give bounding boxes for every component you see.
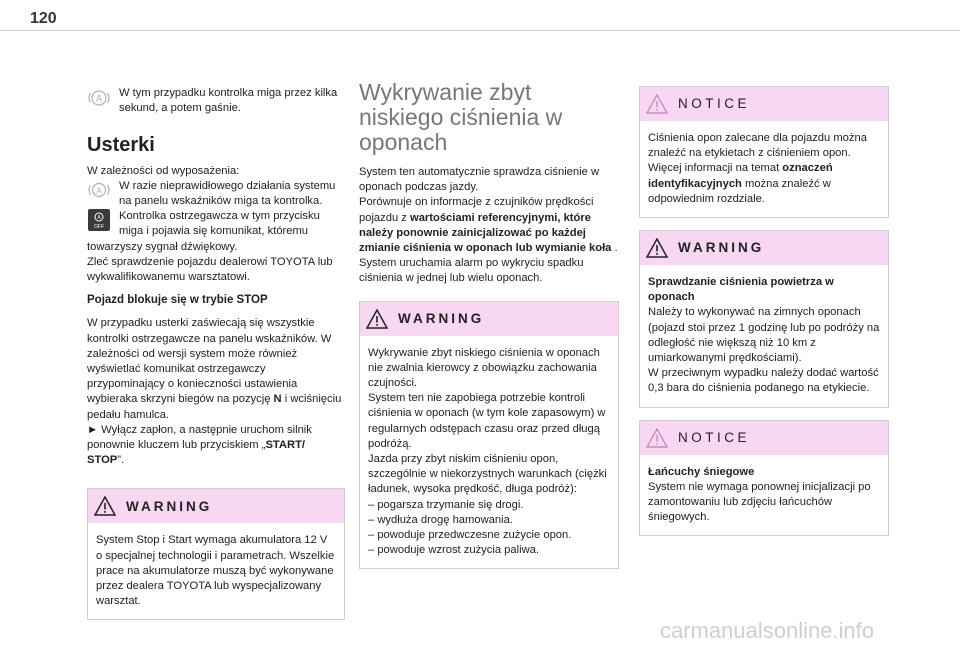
warning-text: System Stop i Start wymaga akumulatora 12 V o specjalnej technologii i parametrach. Wszelkie prace na akumulatorze muszą być wykonywane przez dealera TOYOTA lub wyspecjalizowany warsztat. xyxy=(96,534,335,608)
warning-triangle-icon xyxy=(646,238,668,258)
watermark-text: carmanualsonline.info xyxy=(660,618,875,643)
chains-heading xyxy=(648,465,880,480)
fault-paragraph-1 xyxy=(87,179,345,209)
check-text-1: Należy to wykonywać na zimnych oponach (pojazd stoi przez 1 godzinę lub po podróży na odległość nie większą niż 10 km z umiarkowanymi prędkościami). xyxy=(648,306,880,365)
equipment-note: W zależności od wyposażenia: xyxy=(87,164,240,177)
id-markings-text: oznaczeń identyfikacyjnych xyxy=(648,162,833,190)
chains-text: System nie wymaga ponownej inicjalizacji po zamontowaniu lub zdjęciu łańcuchów śniegowych. xyxy=(648,480,871,524)
notice-box-chains xyxy=(639,420,889,537)
stop-body-part-c: ► Wyłącz zapłon, a następnie uruchom silnik ponownie kluczem lub przyciskiem „ xyxy=(87,423,312,452)
warning-box-tyre xyxy=(359,301,619,570)
list-item: – powoduje przedwczesne zużycie opon. xyxy=(368,529,572,542)
tyre-warning-2: System ten nie zapobiega potrzebie kontroli ciśnienia w oponach (w tym kole zapasowym) w regularnych odstępach czasu oraz przed długą podróżą. xyxy=(368,392,606,450)
warning-header xyxy=(360,302,618,336)
svg-text:A: A xyxy=(95,93,103,104)
warning-header xyxy=(640,231,888,265)
check-heading xyxy=(648,275,880,305)
notice-title: NOTICE xyxy=(678,96,751,112)
tyre-intro-2 xyxy=(359,195,619,256)
tyre-intro-2c: . xyxy=(611,242,618,255)
page-number: 120 xyxy=(30,10,57,27)
start-stop-label: START/ STOP xyxy=(87,439,306,467)
notice-title: NOTICE xyxy=(678,430,751,446)
check-heading-text: Sprawdzanie ciśnienia powietrza w oponach xyxy=(648,276,834,304)
svg-text:A: A xyxy=(96,185,102,196)
warning-title: WARNING xyxy=(398,311,485,327)
tyre-intro-3: System uruchamia alarm po wykryciu spadku ciśnienia w jednej lub wielu oponach. xyxy=(359,257,584,285)
list-item: – wydłuża drogę hamowania. xyxy=(368,513,513,526)
warning-box-check xyxy=(639,230,889,408)
intro-row xyxy=(87,86,345,116)
stop-start-indicator-icon xyxy=(87,86,111,110)
intro-text: W tym przypadku kontrolka miga przez kilka sekund, a potem gaśnie. xyxy=(119,87,338,115)
stop-start-fault-icon xyxy=(87,179,111,201)
off-button-icon xyxy=(87,209,111,231)
notice-text-c: można znaleźć w odpowiednim rozdziale. xyxy=(648,177,831,205)
warning-body xyxy=(640,265,888,407)
warning-title: WARNING xyxy=(678,240,765,256)
section-heading: Usterki xyxy=(87,134,155,157)
gear-position-n: N xyxy=(273,393,282,406)
notice-body xyxy=(640,455,888,536)
list-item: – pogarsza trzymanie się drogi. xyxy=(368,498,524,511)
chains-heading-text: Łańcuchy śniegowe xyxy=(648,465,755,478)
fault-paragraph-2 xyxy=(87,209,345,255)
notice-text-a: Ciśnienia opon zalecane dla pojazdu można znaleźć na etykietach z ciśnieniem opon. Więcej informacji na temat xyxy=(648,132,867,175)
warning-header xyxy=(88,489,344,523)
list-item: – powoduje wzrost zużycia paliwa. xyxy=(368,544,540,557)
fault-text-1: W razie nieprawidłowego działania systemu na panelu wskaźników miga ta kontrolka. xyxy=(119,179,336,208)
tyre-warning-3: Jazda przy zbyt niskim ciśnieniu opon, szczególnie w niekorzystnych warunkach (ciężki ładunek, wysoka prędkość, długa podróż): xyxy=(368,453,607,496)
stop-mode-subheading: Pojazd blokuje się w trybie STOP xyxy=(87,294,268,307)
warning-triangle-icon xyxy=(94,496,116,516)
tyre-pressure-title: Wykrywanie zbyt niskiego ciśnienia w oponach xyxy=(359,79,563,155)
stop-body-part-a: W przypadku usterki zaświecają się wszystkie kontrolki ostrzegawcze na panelu wskaźników. W zależności od wersji system może również wyświetlać komunikat ostrzegawczy przypominający o konieczności ustawienia wybieraka skrzyni biegów na pozycję xyxy=(87,317,332,406)
tyre-warning-1: Wykrywanie zbyt niskiego ciśnienia w oponach nie zwalnia kierowcy z obowiązku zachowania czujności. xyxy=(368,346,600,390)
column-left xyxy=(87,86,345,620)
reference-values-text: wartościami referencyjnymi, które należy ponownie zainicjalizować po każdej zmianie ciśnienia w oponach lub wymianie koła xyxy=(359,211,612,255)
fault-text-2: Kontrolka ostrzegawcza w tym przycisku miga i pojawia się komunikat, któremu towarzyszy sygnał dźwiękowy. xyxy=(87,210,320,253)
stop-body-part-b: i wciśnięciu pedału hamulca. xyxy=(87,393,342,421)
notice-body xyxy=(640,121,888,217)
stop-mode-body xyxy=(87,316,345,468)
warning-body xyxy=(88,523,344,619)
column-right xyxy=(639,86,889,536)
notice-header xyxy=(640,87,888,121)
svg-text:A: A xyxy=(97,215,101,222)
warning-body xyxy=(360,336,618,569)
dealer-check-text: Zleć sprawdzenie pojazdu dealerowi TOYOTA lub wykwalifikowanemu warsztatowi. xyxy=(87,255,333,284)
check-text-2: W przeciwnym wypadku należy dodać wartość 0,3 bara do ciśnienia podanego na etykiecie. xyxy=(648,367,879,395)
tyre-intro-1: System ten automatycznie sprawdza ciśnienie w oponach podczas jazdy. xyxy=(359,166,600,194)
warning-triangle-icon xyxy=(366,309,388,329)
notice-header xyxy=(640,421,888,455)
svg-text:OFF: OFF xyxy=(94,224,104,231)
notice-box-pressure xyxy=(639,86,889,218)
warning-box-battery xyxy=(87,488,345,620)
notice-text xyxy=(648,131,880,207)
column-middle xyxy=(359,80,619,569)
tyre-intro-2a: Porównuje on informacje z czujników prędkości pojazdu z xyxy=(359,196,594,224)
header-divider xyxy=(0,30,960,31)
warning-title: WARNING xyxy=(126,498,213,514)
notice-triangle-icon xyxy=(646,428,668,448)
stop-body-part-d: ”. xyxy=(117,454,125,467)
notice-triangle-icon xyxy=(646,94,668,114)
